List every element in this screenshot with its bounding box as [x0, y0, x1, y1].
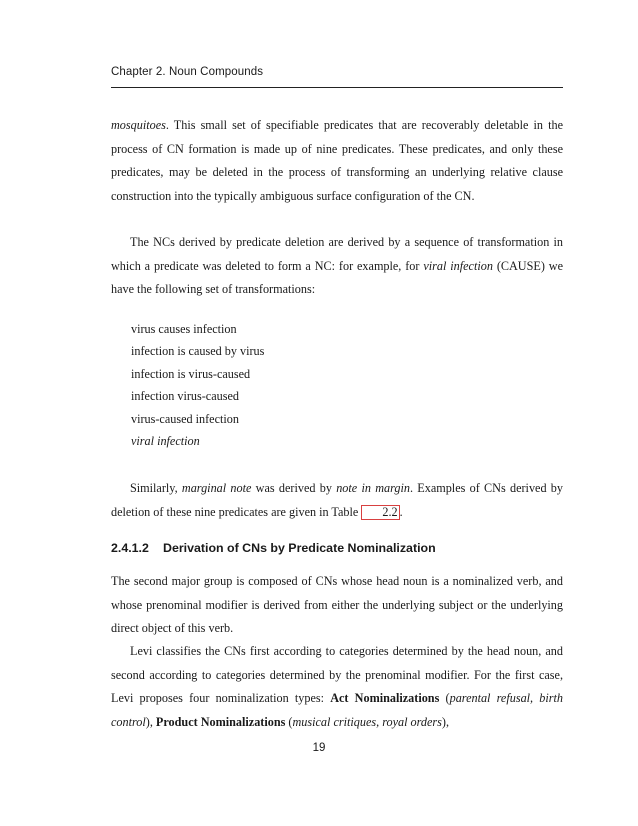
- header-rule: [111, 87, 563, 88]
- list-item: infection is virus-caused: [131, 366, 251, 381]
- italic-term: note in margin: [336, 481, 410, 495]
- paragraph-text: ),: [441, 714, 449, 729]
- paragraph-text: The NCs derived by predicate deletion are derived by a sequence of transformation in which a predicate was deleted to form a NC: for example, for: [111, 235, 563, 273]
- subsection-number: 2.4.1.2: [111, 541, 149, 555]
- italic-term: mosquitoes: [111, 118, 166, 132]
- paragraph-text: ),: [145, 714, 156, 729]
- paragraph-text: .: [399, 504, 403, 519]
- list-item: infection virus-caused: [131, 389, 239, 404]
- paragraph-text: . This small set of specifiable predicates that are recoverably deletable in the process of CN formation is made up of nine predicates. These predicates, and only these predicates, may be deleted in the process of transforming an underlying relative clause construction into the typically ambiguous surface configuration of the CN.: [111, 118, 563, 203]
- subsection-heading: [111, 541, 436, 555]
- paragraph-text: (: [285, 714, 293, 729]
- paragraph-text: (: [439, 691, 450, 706]
- paragraph-text: Levi classifies the CNs first according to categories determined by the head noun, and second according to categories determined by the prenominal modifier. For the first case, Levi proposes four nominalization types:: [111, 644, 563, 706]
- paragraph-predicate-deletion: [111, 231, 563, 302]
- bold-term: Act Nominalizations: [330, 691, 440, 706]
- bold-term: Product Nominalizations: [155, 714, 286, 729]
- paragraph-text: Similarly,: [130, 481, 182, 495]
- paragraph-levi-classification: [111, 640, 563, 734]
- paragraph-text: The second major group is composed of CNs whose head noun is a nominalized verb, and whose prenominal modifier is derived from either the underlying subject or the underlying direct object of this verb.: [111, 574, 563, 636]
- paragraph-text: was derived by: [251, 481, 337, 495]
- italic-term: viral infection: [131, 433, 200, 448]
- list-item: [131, 430, 264, 452]
- italic-term: marginal note: [181, 481, 252, 495]
- italic-term: viral infection: [423, 258, 493, 273]
- transformation-list: [131, 318, 264, 452]
- table-reference-link[interactable]: 2.2: [361, 505, 399, 520]
- page-number: 19: [312, 742, 326, 754]
- list-item: virus-caused infection: [131, 411, 239, 426]
- paragraph-second-group: [111, 570, 563, 641]
- paragraph-text: . Examples of CNs derived by deletion of these nine predicates are given in Table: [111, 481, 563, 519]
- italic-term: musical critiques, royal orders: [292, 714, 442, 729]
- italic-term: parental refusal, birth control: [111, 691, 563, 729]
- paragraph-mosquitoes: [111, 114, 563, 208]
- list-item: infection is caused by virus: [131, 344, 265, 359]
- running-header: Chapter 2. Noun Compounds: [111, 66, 264, 78]
- paragraph-marginal-note: [111, 477, 563, 524]
- subsection-title: Derivation of CNs by Predicate Nominalization: [163, 541, 436, 555]
- paragraph-text: (CAUSE) we have the following set of transformations:: [111, 258, 563, 297]
- list-item: virus causes infection: [131, 322, 237, 336]
